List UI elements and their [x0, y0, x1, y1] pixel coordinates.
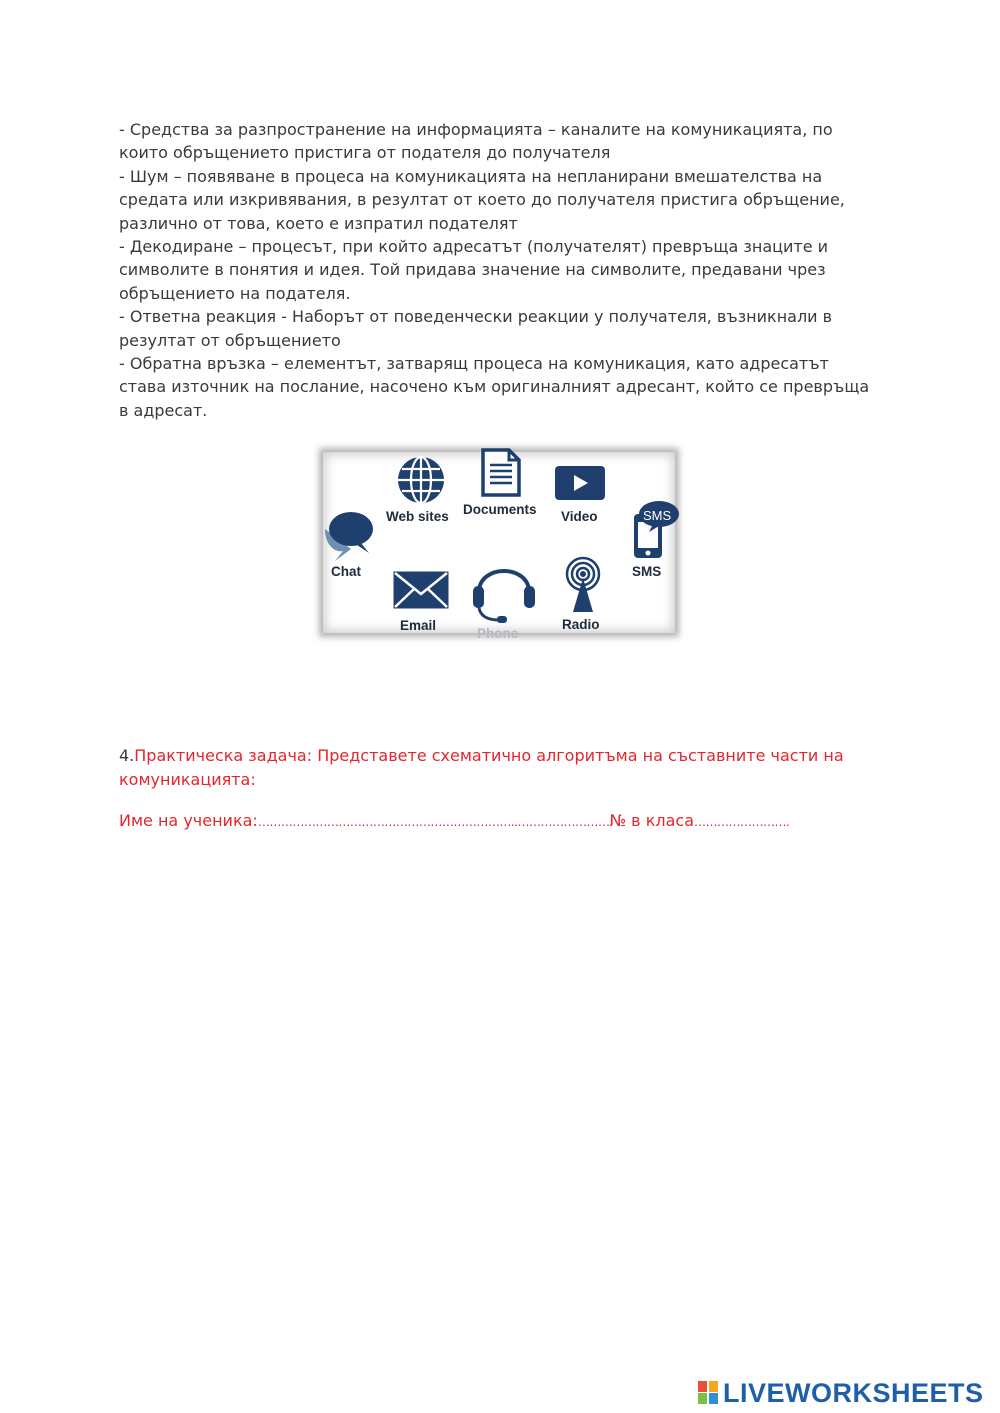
video-icon [555, 466, 605, 500]
logo-badge-square [709, 1393, 718, 1404]
task-heading [119, 744, 879, 792]
paragraph-channels: - Средства за разпространение на информацията – каналите на комуникацията, по които обръщението пристига от подателя до получателя [119, 120, 833, 163]
logo-badge-square [698, 1393, 707, 1404]
chat-icon [321, 509, 379, 561]
class-number-label: № в класа [609, 811, 694, 830]
paragraph-decoding: - Декодиране – процесът, при който адресатът (получателят) превръща знаците и символите в понятия и идея. Той придава значение на символите, предавани чрез обръщението на подателя. [119, 237, 829, 303]
email-label: Email [400, 618, 437, 633]
student-name-line [119, 810, 899, 833]
text-body [119, 118, 879, 422]
task-text: Практическа задача: Представете схематично алгоритъма на съставните части на комуникацията: [119, 746, 844, 789]
phone-label: Phone [477, 626, 519, 641]
sms-bubble-label: SMS [643, 508, 672, 523]
globe-icon [396, 455, 446, 505]
document-icon [480, 448, 522, 498]
video-label: Video [561, 509, 598, 524]
sms-label: SMS [632, 564, 662, 579]
websites-label: Web sites [386, 509, 449, 524]
radio-label: Radio [562, 617, 600, 632]
liveworksheets-badge-icon [697, 1380, 719, 1406]
liveworksheets-logo-text: LIVEWORKSHEETS [723, 1377, 984, 1408]
student-name-blank[interactable]: …………………………………………………………..…………………… [257, 815, 610, 829]
paragraph-feedback: - Обратна връзка – елементът, затварящ процеса на комуникация, като адресатът става източник на послание, насочено към оригиналният адресант, който се превръща в адресат. [119, 354, 870, 420]
chat-label: Chat [331, 564, 361, 579]
paragraph-response: - Ответна реакция - Наборът от поведенчески реакции у получателя, възникнали в резултат от обръщението [119, 307, 833, 350]
headset-icon [471, 552, 537, 624]
communication-channels-image [323, 452, 675, 641]
class-number-blank[interactable]: ……………………. [694, 815, 790, 829]
liveworksheets-logo [697, 1378, 984, 1408]
logo-badge-square [698, 1381, 707, 1392]
paragraph-noise: - Шум – появяване в процеса на комуникацията на непланирани вмешателства на средата или изкривявания, в резултат от което до получателя пристига обръщение, различно от това, което е изпратил подателят [119, 166, 845, 233]
student-name-label: Име на ученика: [119, 811, 258, 830]
logo-badge-square [709, 1381, 718, 1392]
task-number: 4. [119, 746, 135, 765]
envelope-icon [392, 570, 450, 610]
radio-tower-icon [561, 556, 605, 614]
documents-label: Documents [463, 502, 537, 517]
